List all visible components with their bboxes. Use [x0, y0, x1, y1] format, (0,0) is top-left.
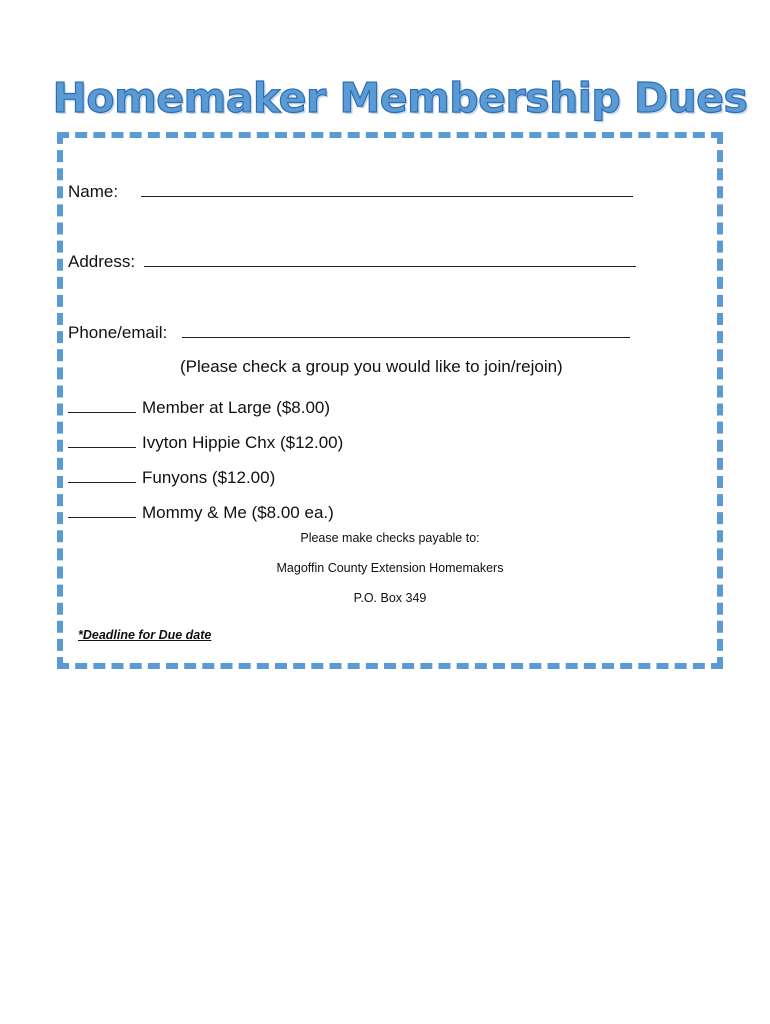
option-mommy-and-me [68, 501, 334, 523]
option-check-line[interactable] [68, 431, 136, 448]
option-check-line[interactable] [68, 396, 136, 413]
option-check-line[interactable] [68, 501, 136, 518]
option-label: Ivyton Hippie Chx ($12.00) [142, 433, 344, 452]
page-title: Homemaker Membership Dues [52, 74, 748, 122]
payee-address: P.O. Box 349 [353, 591, 427, 605]
name-input-line[interactable] [141, 180, 633, 197]
phone-email-field-row [68, 321, 630, 343]
option-label: Funyons ($12.00) [142, 468, 276, 487]
address-field-row [68, 250, 636, 272]
option-label: Member at Large ($8.00) [142, 398, 331, 417]
group-instruction: (Please check a group you would like to join/rejoin) [180, 357, 563, 376]
payment-instruction: Please make checks payable to: [300, 531, 480, 545]
address-label: Address: [68, 252, 136, 271]
option-label: Mommy & Me ($8.00 ea.) [142, 503, 334, 522]
option-funyons [68, 466, 275, 488]
payee-name: Magoffin County Extension Homemakers [276, 561, 504, 575]
deadline-note: *Deadline for Due date [78, 628, 212, 642]
name-field-row [68, 180, 633, 202]
name-label: Name: [68, 182, 119, 201]
phone-email-input-line[interactable] [182, 321, 630, 338]
phone-email-label: Phone/email: [68, 323, 168, 342]
option-member-at-large [68, 396, 330, 418]
option-ivyton-hippie-chx [68, 431, 343, 453]
address-input-line[interactable] [144, 250, 636, 267]
option-check-line[interactable] [68, 466, 136, 483]
